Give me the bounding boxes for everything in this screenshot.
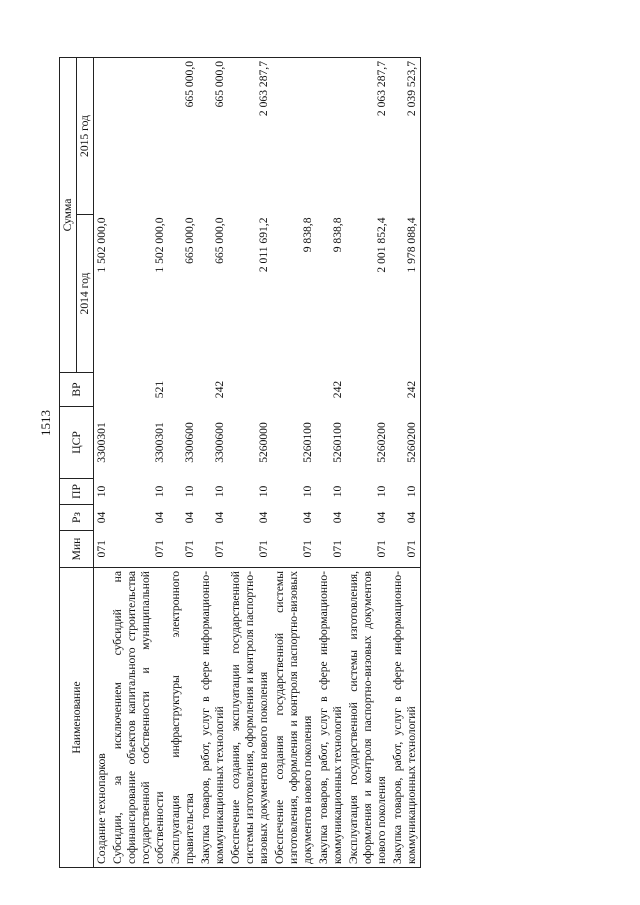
row-min: 071 (346, 531, 390, 568)
table-row (228, 57, 272, 867)
row-sum-2015: 2 063 287,7 (346, 57, 390, 214)
row-vr (228, 373, 272, 407)
row-name: Обеспечение создания, эксплуатации государственной системы изготовления, оформления и контроля паспортно-визовых документов нового поколения (228, 568, 272, 868)
row-sum-2015: 2 039 523,7 (390, 57, 421, 214)
row-vr: 521 (153, 380, 166, 399)
row-rz: 04 (375, 511, 388, 524)
header-csr: ЦСР (60, 407, 94, 479)
table-row (346, 57, 390, 867)
row-name: Создание технопарков (94, 568, 111, 868)
row-sum-2014: 665 000,0 (213, 217, 226, 264)
row-sum-2014: 665 000,0 (183, 217, 196, 264)
row-vr: 242 (331, 380, 344, 399)
row-min: 071 (168, 531, 198, 568)
row-csr: 5260200 (390, 407, 421, 479)
row-name: Эксплуатация государственной системы изготовления, оформления и контроля паспортно-визовых документов нового поколения (346, 568, 390, 868)
row-sum-2015 (94, 57, 111, 214)
row-pr: 10 (390, 479, 421, 505)
row-name: Обеспечение создания государственной системы изготовления, оформления и контроля паспортно-визовых документов нового поколения (272, 568, 316, 868)
header-vr: ВР (60, 373, 94, 407)
row-sum-2014: 1 978 088,4 (390, 215, 421, 373)
row-csr: 3300600 (213, 422, 226, 463)
row-min: 071 (198, 531, 228, 568)
row-min: 071 (272, 531, 316, 568)
row-sum-2014: 1 502 000,0 (95, 217, 108, 273)
row-min: 071 (228, 531, 272, 568)
row-rz: 04 (153, 511, 166, 524)
table-row (390, 57, 421, 867)
row-min: 071 (390, 531, 421, 568)
row-rz: 04 (390, 505, 421, 531)
row-sum-2014: 9 838,8 (331, 217, 344, 253)
header-name: Наименование (60, 568, 94, 868)
header-2014: 2014 год (77, 215, 94, 373)
row-csr: 3300301 (95, 422, 108, 463)
row-vr (94, 373, 111, 407)
row-min: 071 (316, 531, 346, 568)
row-sum-2015: 2 063 287,7 (228, 57, 272, 214)
row-sum-2015: 665 000,0 (198, 57, 228, 214)
row-sum-2015: 665 000,0 (168, 57, 198, 214)
row-sum-2014: 9 838,8 (301, 217, 314, 253)
row-rz: 04 (95, 511, 108, 524)
table-row (316, 57, 346, 867)
row-name: Закупка товаров, работ, услуг в сфере информационно-коммуникационных технологий (198, 568, 228, 868)
row-sum-2014: 1 502 000,0 (153, 217, 166, 273)
row-name: Закупка товаров, работ, услуг в сфере информационно-коммуникационных технологий (390, 568, 421, 868)
row-pr: 10 (257, 485, 270, 498)
row-name: Эксплуатация инфраструктуры электронного правительства (168, 568, 198, 868)
table-row (272, 57, 316, 867)
row-vr: 242 (390, 373, 421, 407)
row-rz: 04 (213, 511, 226, 524)
row-sum-2014: 2 011 691,2 (257, 217, 270, 273)
row-csr: 5260100 (331, 422, 344, 463)
row-pr: 10 (301, 485, 314, 498)
header-rz: Рз (60, 505, 94, 531)
table-header (60, 57, 94, 867)
row-rz: 04 (331, 511, 344, 524)
row-name: Субсидии, за исключением субсидий на софинансирование объектов капитального строительства государственной собственности и муниципальной собственности (110, 568, 168, 868)
row-vr (272, 373, 316, 407)
row-sum-2015 (316, 57, 346, 214)
rotated-budget-table-wrapper (59, 58, 569, 868)
header-pr: ПР (60, 479, 94, 505)
row-pr: 10 (331, 485, 344, 498)
row-sum-2015 (272, 57, 316, 214)
row-vr (168, 373, 198, 407)
table-row (110, 57, 168, 867)
row-pr: 10 (213, 485, 226, 498)
header-2015: 2015 год (77, 57, 94, 214)
header-min: Мин (60, 531, 94, 568)
row-sum-2015 (110, 57, 168, 214)
row-rz: 04 (301, 511, 314, 524)
row-name: Закупка товаров, работ, услуг в сфере информационно-коммуникационных технологий (316, 568, 346, 868)
table-row (94, 57, 111, 867)
header-sum: Сумма (60, 57, 77, 372)
row-csr: 5260000 (257, 422, 270, 463)
row-pr: 10 (183, 485, 196, 498)
row-pr: 10 (153, 485, 166, 498)
row-pr: 10 (95, 485, 108, 498)
table-row (198, 57, 228, 867)
row-rz: 04 (183, 511, 196, 524)
row-pr: 10 (375, 485, 388, 498)
row-vr (346, 373, 390, 407)
row-csr: 3300600 (183, 422, 196, 463)
table-body (94, 57, 421, 867)
row-sum-2014: 2 001 852,4 (375, 217, 388, 273)
table-row (168, 57, 198, 867)
row-min: 071 (94, 531, 111, 568)
row-csr: 5260200 (375, 422, 388, 463)
row-csr: 3300301 (153, 422, 166, 463)
row-min: 071 (110, 531, 168, 568)
page-number: 1513 (38, 410, 53, 436)
row-csr: 5260100 (301, 422, 314, 463)
row-vr: 242 (213, 380, 226, 399)
budget-table (59, 57, 421, 868)
row-rz: 04 (257, 511, 270, 524)
